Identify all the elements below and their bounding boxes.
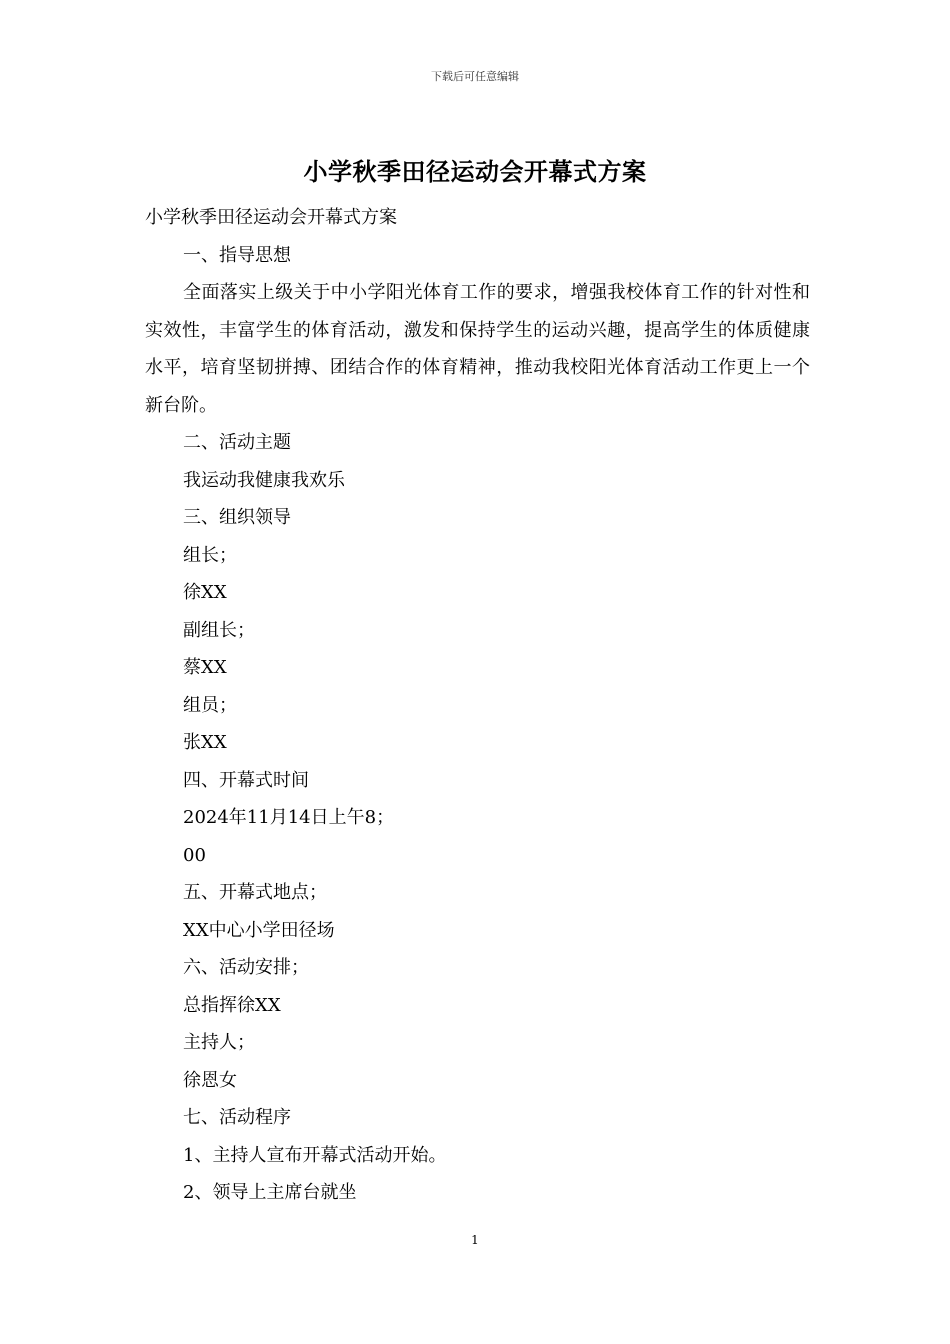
commander-text: 总指挥徐XX [183, 994, 281, 1016]
section-heading-leadership: 三、组织领导 [183, 507, 291, 528]
leader-name: 徐XX [183, 582, 227, 603]
section-heading-theme: 二、活动主题 [183, 432, 291, 453]
page-number: 1 [471, 1233, 479, 1247]
time-date: 2024年11月14日上午8； [183, 807, 395, 828]
header-note: 下载后可任意编辑 [431, 70, 519, 83]
host-label: 主持人； [183, 1032, 255, 1053]
section-heading-location: 五、开幕式地点； [183, 882, 327, 903]
deputy-leader-name: 蔡XX [183, 657, 227, 678]
time-minutes: 00 [183, 844, 206, 866]
leader-label: 组长； [183, 544, 237, 566]
deputy-leader-label: 副组长； [183, 619, 255, 641]
procedure-step-2: 2、领导上主席台就坐 [183, 1182, 357, 1203]
location-text: XX中心小学田径场 [183, 919, 335, 941]
document-title: 小学秋季田径运动会开幕式方案 [303, 157, 647, 186]
document-subtitle: 小学秋季田径运动会开幕式方案 [145, 207, 397, 228]
section-heading-arrangement: 六、活动安排； [183, 957, 309, 978]
member-name: 张XX [183, 732, 227, 753]
host-name: 徐恩女 [183, 1069, 237, 1091]
section-heading-procedure: 七、活动程序 [183, 1107, 291, 1128]
section-heading-time: 四、开幕式时间 [183, 769, 309, 791]
document-body [145, 199, 810, 1212]
section-heading-guiding-ideology: 一、指导思想 [183, 244, 291, 266]
theme-text: 我运动我健康我欢乐 [183, 469, 345, 491]
procedure-step-1: 1、主持人宣布开幕式活动开始。 [183, 1144, 447, 1166]
paragraph-guiding-ideology: 全面落实上级关于中小学阳光体育工作的要求，增强我校体育工作的针对性和实效性，丰富学生的体育活动，激发和保持学生的运动兴趣，提高学生的体质健康水平，培育坚韧拼搏、团结合作的体育精神，推动我校阳光体育活动工作更上一个新台阶。 [145, 282, 810, 416]
member-label: 组员； [183, 694, 237, 716]
